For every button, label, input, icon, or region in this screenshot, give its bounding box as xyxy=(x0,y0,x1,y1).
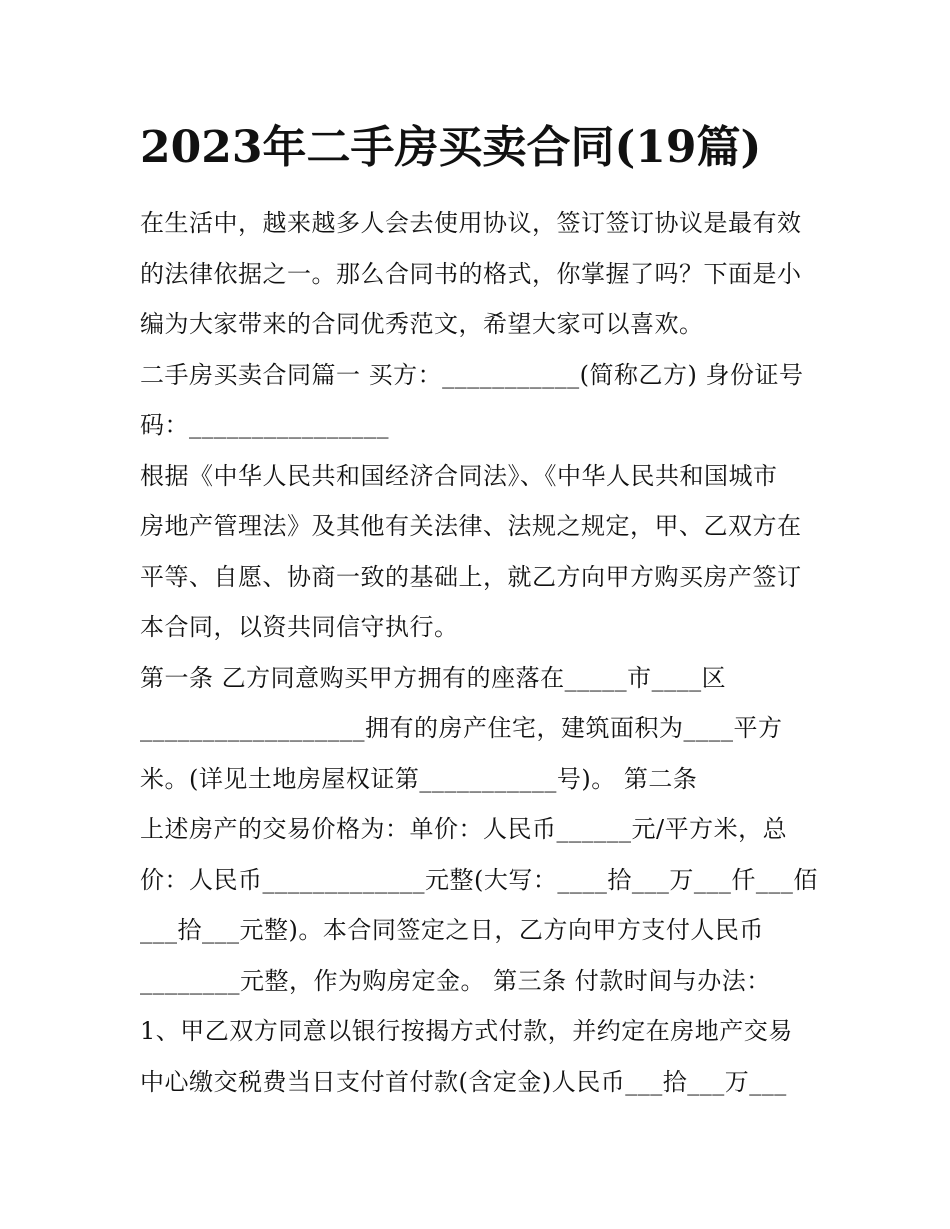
body-line: 的法律依据之一。那么合同书的格式，你掌握了吗？下面是小 xyxy=(140,259,802,288)
body-line: 在生活中，越来越多人会去使用协议，签订签订协议是最有效 xyxy=(140,209,802,237)
document-body xyxy=(140,198,820,1107)
body-line: 码：________________ xyxy=(140,411,389,439)
body-line: ________元整，作为购房定金。 第三条 付款时间与办法： xyxy=(140,966,771,995)
body-line: 价：人民币_____________元整(大写：____拾___万___仟___佰 xyxy=(140,865,818,894)
body-line: 上述房产的交易价格为：单价：人民币______元/平方米，总 xyxy=(140,815,788,843)
document-title: 2023年二手房买卖合同(19篇) xyxy=(140,122,762,173)
body-line: 中心缴交税费当日支付首付款(含定金)人民币___拾___万___ xyxy=(140,1067,787,1096)
body-line: 1、甲乙双方同意以银行按揭方式付款，并约定在房地产交易 xyxy=(140,1017,793,1045)
body-line: 平等、自愿、协商一致的基础上，就乙方向甲方购买房产签订 xyxy=(140,562,802,591)
body-line: ___拾___元整)。本合同签定之日，乙方向甲方支付人民币 xyxy=(140,916,764,944)
body-line: 米。(详见土地房屋权证第___________号)。 第二条 xyxy=(140,764,698,793)
body-line: 根据《中华人民共和国经济合同法》、《中华人民共和国城市 xyxy=(140,461,778,490)
body-line: 第一条 乙方同意购买甲方拥有的座落在_____市____区 xyxy=(140,663,727,692)
body-line: 编为大家带来的合同优秀范文，希望大家可以喜欢。 xyxy=(140,310,704,338)
body-line: 房地产管理法》及其他有关法律、法规之规定，甲、乙双方在 xyxy=(140,512,802,540)
body-line: 二手房买卖合同篇一 买方：___________(简称乙方) 身份证号 xyxy=(140,360,804,389)
body-line: 本合同，以资共同信守执行。 xyxy=(140,613,459,641)
body-line: __________________拥有的房产住宅，建筑面积为____平方 xyxy=(140,714,783,742)
